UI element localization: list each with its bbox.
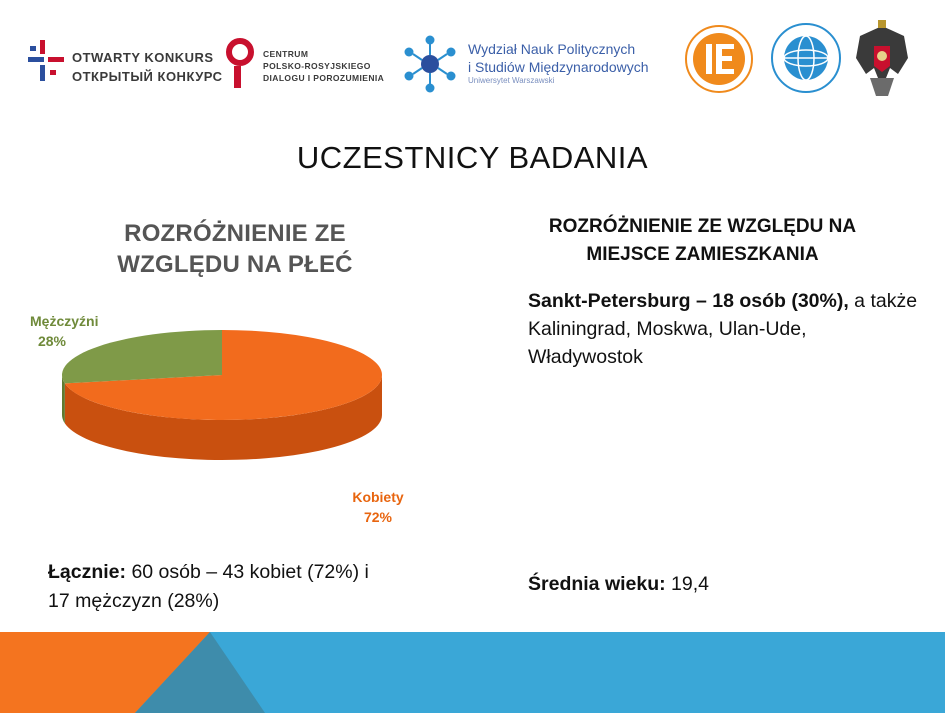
wydzial-logo-text — [468, 40, 649, 86]
footer-band — [0, 632, 945, 713]
age-text — [528, 573, 709, 596]
pie-value-kobiety: 72% — [363, 509, 393, 525]
total-label: Łącznie: — [48, 561, 127, 583]
contest-logo-text — [72, 48, 223, 86]
pie-slice-mężczyźni — [62, 330, 222, 383]
residence-text — [528, 287, 918, 371]
residence-rest-text: a także Kaliningrad, Moskwa, Ulan-Ude, Władywostok — [528, 290, 918, 368]
centrum-logo-text — [263, 48, 384, 84]
contest-line-1: OTWARTY KONKURS — [72, 50, 214, 65]
age-label: Średnia wieku: — [528, 573, 666, 595]
centrum-logo — [226, 38, 260, 94]
open-contest-logo — [28, 40, 68, 84]
wydzial-line-3: Uniwersytet Warszawski — [468, 76, 555, 85]
centrum-line-3: DIALOGU I POROZUMIENIA — [263, 73, 385, 83]
residence-bold-text: Sankt-Petersburg – 18 osób (30%), — [528, 290, 849, 312]
total-text — [48, 558, 388, 616]
residence-heading: ROZRÓŻNIENIE ZE WZGLĘDU NA MIEJSCE ZAMIESZKANIA — [548, 216, 857, 265]
faculty-logo — [770, 22, 842, 98]
total-value: 60 osób – 43 kobiet (72%) i 17 mężczyzn (28%) — [48, 561, 369, 612]
institute-logo — [684, 24, 754, 94]
pie-value-mężczyźni: 28% — [37, 333, 67, 349]
slide-title: UCZESTNICY BADANIA — [296, 140, 649, 175]
pie-label-mężczyźni: Mężczyźni — [30, 313, 99, 329]
age-value: 19,4 — [665, 573, 709, 595]
centrum-line-1: CENTRUM — [263, 49, 309, 59]
wydzial-logo — [400, 34, 460, 94]
pie-label-kobiety: Kobiety — [352, 489, 404, 505]
wydzial-line-2: i Studiów Międzynarodowych — [468, 59, 649, 75]
contest-line-2: ОТКРЫТЫЙ КОНКУРС — [72, 69, 223, 84]
logo-strip — [0, 0, 945, 120]
gender-pie-chart — [0, 290, 440, 540]
centrum-line-2: POLSKO-ROSYJSKIEGO — [263, 61, 371, 71]
coat-of-arms-logo — [852, 18, 912, 100]
wydzial-line-1: Wydział Nauk Politycznych — [468, 41, 636, 57]
chart-title: ROZRÓŻNIENIE ZE WZGLĘDU NA PŁEĆ — [117, 220, 353, 278]
